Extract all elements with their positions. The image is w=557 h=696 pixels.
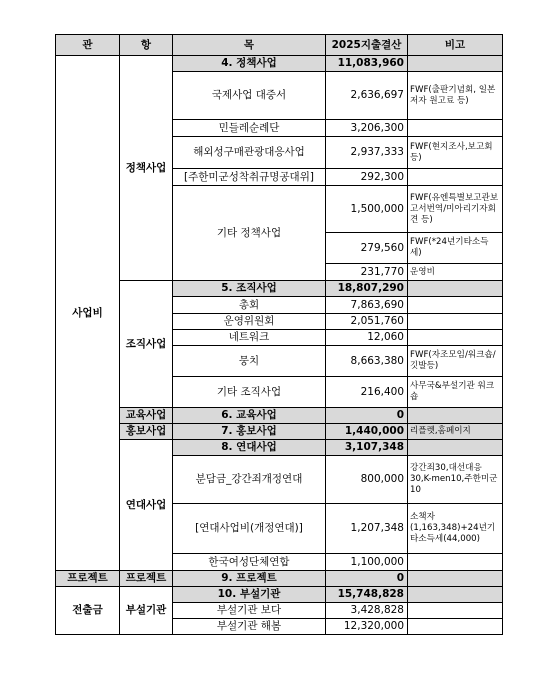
mok-cell: 분담금_강간죄개정연대 [173,456,326,504]
table-row [56,56,503,72]
header-gwan: 관 [56,35,120,56]
header-row [56,35,503,56]
mok-cell: 부설기관 해봄 [173,619,326,635]
mok-cell: 9. 프로젝트 [173,571,326,587]
mok-cell: 해외성구매관광대응사업 [173,137,326,169]
gwan-cell: 전출금 [56,587,120,635]
mok-cell: [주한미군성착취규명공대위] [173,169,326,186]
table-row [56,571,503,587]
note-cell [408,297,503,314]
amount-cell: 18,807,290 [326,281,408,297]
mok-cell: 운영위원회 [173,314,326,330]
hang-cell: 연대사업 [120,440,173,571]
header-mok: 목 [173,35,326,56]
mok-cell: 민들레순례단 [173,120,326,137]
note-cell: FWF(출판기념회, 일본저자 원고료 등) [408,72,503,120]
note-cell [408,56,503,72]
mok-cell: 총회 [173,297,326,314]
mok-cell: 4. 정책사업 [173,56,326,72]
amount-cell: 3,206,300 [326,120,408,137]
amount-cell: 1,100,000 [326,554,408,571]
mok-cell: 10. 부설기관 [173,587,326,603]
note-cell: FWF(자조모임/워크숍/깃발등) [408,346,503,377]
table-row [56,440,503,456]
note-cell [408,408,503,424]
amount-cell: 800,000 [326,456,408,504]
note-cell: 소책자(1,163,348)+24년기타소득세(44,000) [408,504,503,554]
amount-cell: 12,320,000 [326,619,408,635]
amount-cell: 2,636,697 [326,72,408,120]
table-row [56,587,503,603]
note-cell [408,554,503,571]
amount-cell: 1,500,000 [326,186,408,233]
mok-cell: 네트워크 [173,330,326,346]
amount-cell: 292,300 [326,169,408,186]
header-hang: 항 [120,35,173,56]
amount-cell: 8,663,380 [326,346,408,377]
note-cell [408,314,503,330]
note-cell: 리플렛,홈페이지 [408,424,503,440]
note-cell: FWF(*24년기타소득세) [408,233,503,264]
mok-cell: 부설기관 보다 [173,603,326,619]
mok-cell: 5. 조직사업 [173,281,326,297]
amount-cell: 2,937,333 [326,137,408,169]
note-cell [408,440,503,456]
amount-cell: 0 [326,408,408,424]
hang-cell: 조직사업 [120,281,173,408]
hang-cell: 홍보사업 [120,424,173,440]
gwan-cell: 프로젝트 [56,571,120,587]
note-cell [408,587,503,603]
amount-cell: 7,863,690 [326,297,408,314]
amount-cell: 2,051,760 [326,314,408,330]
note-cell [408,120,503,137]
amount-cell: 11,083,960 [326,56,408,72]
note-cell [408,330,503,346]
note-cell: FWF(현지조사,보고회 등) [408,137,503,169]
hang-cell: 정책사업 [120,56,173,281]
amount-cell: 3,428,828 [326,603,408,619]
mok-cell: 국제사업 대중서 [173,72,326,120]
mok-cell: 기타 조직사업 [173,377,326,408]
mok-cell: 6. 교육사업 [173,408,326,424]
note-cell [408,571,503,587]
mok-cell: 7. 홍보사업 [173,424,326,440]
note-cell: 사무국&부설기관 워크숍 [408,377,503,408]
hang-cell: 부설기관 [120,587,173,635]
note-cell [408,603,503,619]
note-cell: 운영비 [408,264,503,281]
mok-cell: 8. 연대사업 [173,440,326,456]
budget-table-wrapper [55,34,502,635]
table-row [56,281,503,297]
amount-cell: 1,440,000 [326,424,408,440]
hang-cell: 프로젝트 [120,571,173,587]
header-amount: 2025지출결산 [326,35,408,56]
mok-cell: [연대사업비(개정연대)] [173,504,326,554]
note-cell [408,169,503,186]
note-cell: FWF(유엔특별보고관보고서번역/미아리기자회견 등) [408,186,503,233]
table-row [56,408,503,424]
mok-cell: 한국여성단체연합 [173,554,326,571]
amount-cell: 1,207,348 [326,504,408,554]
table-row [56,424,503,440]
amount-cell: 3,107,348 [326,440,408,456]
amount-cell: 279,560 [326,233,408,264]
mok-cell: 기타 정책사업 [173,186,326,281]
note-cell [408,281,503,297]
amount-cell: 216,400 [326,377,408,408]
hang-cell: 교육사업 [120,408,173,424]
budget-table [55,34,503,635]
amount-cell: 231,770 [326,264,408,281]
amount-cell: 12,060 [326,330,408,346]
gwan-cell: 사업비 [56,56,120,571]
amount-cell: 0 [326,571,408,587]
note-cell: 강간죄30,대선대응30,K-men10,주한미군10 [408,456,503,504]
header-note: 비고 [408,35,503,56]
amount-cell: 15,748,828 [326,587,408,603]
mok-cell: 뭉치 [173,346,326,377]
note-cell [408,619,503,635]
